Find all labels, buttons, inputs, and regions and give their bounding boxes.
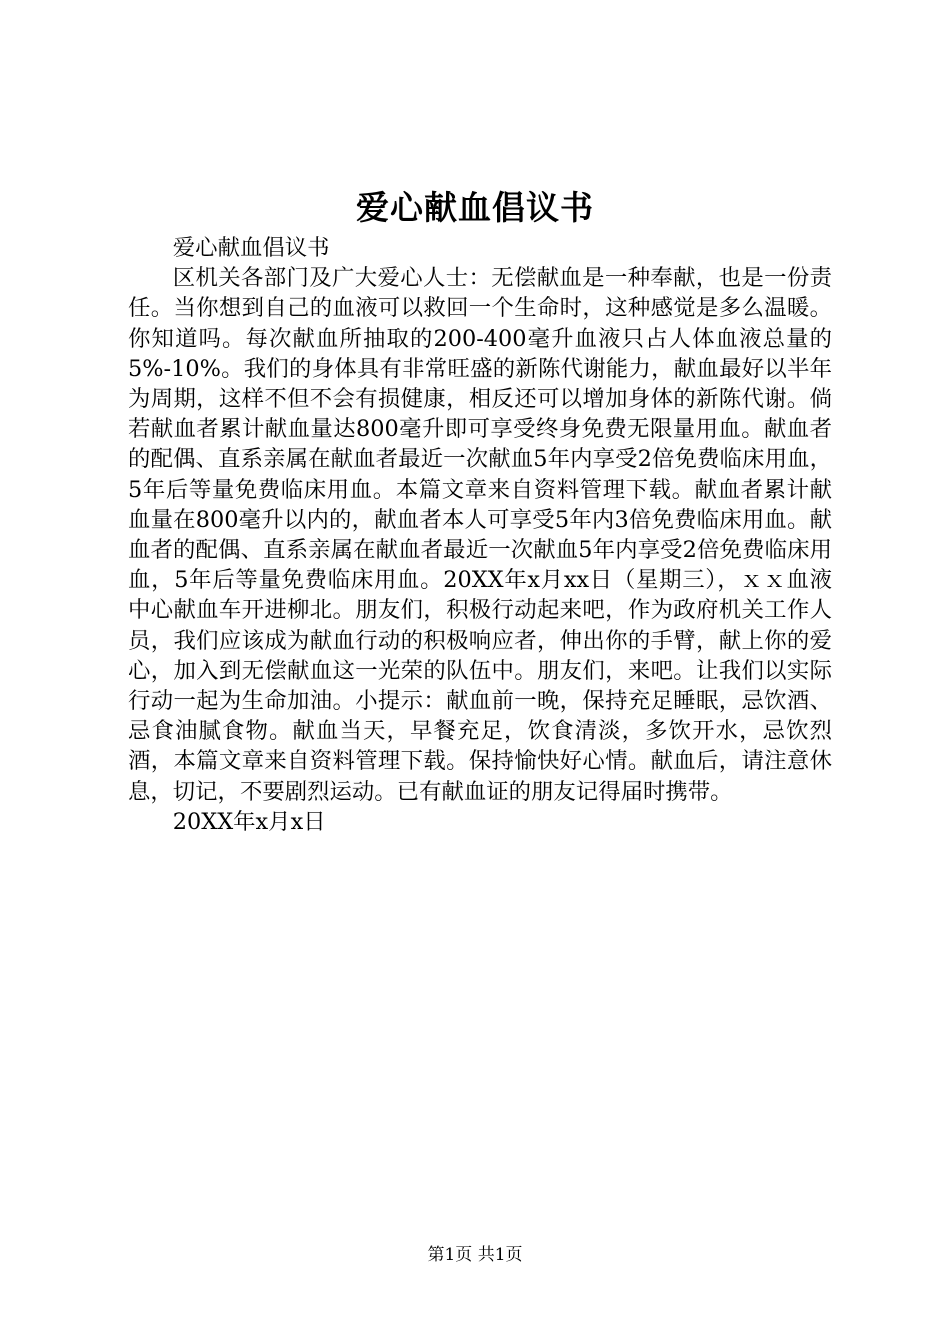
document-body: 区机关各部门及广大爱心人士：无偿献血是一种奉献，也是一份责任。当你想到自己的血液可以救回一个生命时，这种感觉是多么温暖。你知道吗。每次献血所抽取的200-400毫升血液只占人体血液总量的5%-10%。我们的身体具有非常旺盛的新陈代谢能力，献血最好以半年为周期，这样不但不会有损健康，相反还可以增加身体的新陈代谢。倘若献血者累计献血量达800毫升即可享受终身免费无限量用血。献血者的配偶、直系亲属在献血者最近一次献血5年内享受2倍免费临床用血，5年后等量免费临床用血。本篇文章来自资料管理下载。献血者累计献血量在800毫升以内的，献血者本人可享受5年内3倍免费临床用血。献血者的配偶、直系亲属在献血者最近一次献血5年内享受2倍免费临床用血，5年后等量免费临床用血。20XX年x月xx日（星期三），ｘｘ血液中心献血车开进柳北。朋友们，积极行动起来吧，作为政府机关工作人员，我们应该成为献血行动的积极响应者，伸出你的手臂，献上你的爱心，加入到无偿献血这一光荣的队伍中。朋友们，来吧。让我们以实际行动一起为生命加油。小提示：献血前一晚，保持充足睡眠，忌饮酒、忌食油腻食物。献血当天，早餐充足，饮食清淡，多饮开水，忌饮烈酒，本篇文章来自资料管理下载。保持愉快好心情。献血后，请注意休息，切记，不要剧烈运动。已有献血证的朋友记得届时携带。 <box>128 265 832 805</box>
document-title: 爱心献血倡议书 <box>356 188 594 227</box>
document-date: 20XX年x月x日 <box>172 808 326 835</box>
page-footer: 第1页 共1页 <box>427 1245 523 1265</box>
document-content <box>128 233 832 837</box>
document-subtitle: 爱心献血倡议书 <box>172 235 330 261</box>
